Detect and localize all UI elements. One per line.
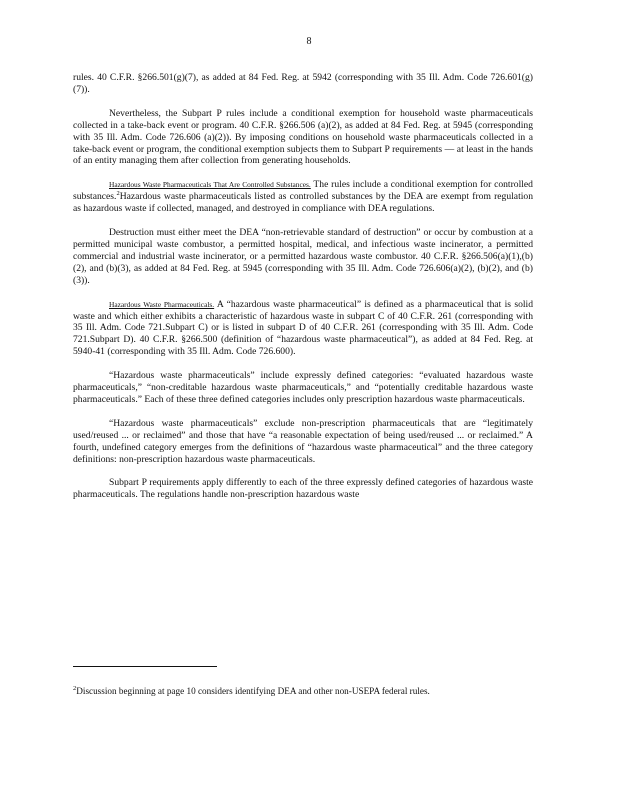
paragraph-continuation: rules. 40 C.F.R. §266.501(g)(7), as added at 84 Fed. Reg. at 5942 (corresponding with 35 Ill. Adm. Code 726.601(g)(7)).: [73, 72, 533, 95]
paragraph-exclusions: “Hazardous waste pharmaceuticals” exclude non-prescription pharmaceuticals that are “legitimately used/reused ... or reclaimed” and those that have “a reasonable expectation of being used/reused ... or reclaimed.” A fourth, undefined category emerges from the definitions of “hazardous waste pharmaceutical” and the three category definitions: non-prescription hazardous waste pharmaceuticals.: [73, 417, 533, 465]
paragraph-defined-categories: “Hazardous waste pharmaceuticals” include expressly defined categories: “evaluated hazardous waste pharmaceuticals,” “non-creditable hazardous waste pharmaceuticals,” and “potentially creditable hazardous waste pharmaceuticals.” Each of these three defined categories includes only prescription hazardous waste pharmaceuticals.: [73, 370, 533, 405]
footnote: [73, 686, 533, 698]
paragraph-text: A “hazardous waste pharmaceutical” is defined as a pharmaceutical that is solid waste and which either exhibits a characteristic of hazardous waste in subpart C of 40 C.F.R. 261 (corresponding with 35 Ill. Adm. Code 721.Subpart C) or is listed in subpart D of 40 C.F.R. 261 (corresponding with 35 Ill. Adm. Code 721.Subpart D). 40 C.F.R. §266.500 (definition of “hazardous waste pharmaceutical”), as added at 84 Fed. Reg. at 5940-41 (corresponding with 35 Ill. Adm. Code 726.600).: [73, 298, 533, 358]
footnote-reference: 2: [116, 190, 120, 198]
body-text: [73, 72, 533, 513]
paragraph-text: The rules include a conditional exemption for controlled substances.: [73, 179, 533, 203]
paragraph-take-back-exemption: Nevertheless, the Subpart P rules include a conditional exemption for household waste pharmaceuticals collected in a take-back event or program. 40 C.F.R. §266.506 (a)(2), as added at 84 Fed. Reg. at 5945 (corresponding with 35 Ill. Adm. Code 726.606 (a)(2)). By imposing conditions on household waste pharmaceuticals collected in a take-back event or program, the conditional exemption subjects them to Subpart P requirements — at least in the hands of an entity managing them after collection from generating households.: [73, 107, 533, 167]
paragraph-text: Hazardous waste pharmaceuticals listed as controlled substances by the DEA are exempt from regulation as hazardous waste if collected, managed, and destroyed in compliance with DEA regulations.: [73, 191, 533, 215]
paragraph-destruction: Destruction must either meet the DEA “non-retrievable standard of destruction” or occur by combustion at a permitted municipal waste combustor, a permitted hospital, medical, and infectious waste incinerator, a permitted commercial and industrial waste incinerator, or a permitted hazardous waste combustor. 40 C.F.R. §266.506(a)(1),(b)(2), and (b)(3), as added at 84 Fed. Reg. at 5945 (corresponding with 35 Ill. Adm. Code 726.606(a)(2), (b)(2), and (b)(3)).: [73, 227, 533, 286]
paragraph-hazardous-waste-pharmaceuticals: [73, 299, 533, 359]
section-heading-controlled-substances: Hazardous Waste Pharmaceuticals That Are Controlled Substances.: [109, 180, 311, 190]
paragraph-subpart-p-requirements: Subpart P requirements apply differently to each of the three expressly defined categories of hazardous waste pharmaceuticals. The regulations handle non-prescription hazardous waste: [73, 477, 533, 501]
section-heading-hazardous-waste-pharmaceuticals: Hazardous Waste Pharmaceuticals.: [109, 299, 215, 309]
footnote-mark: 2: [73, 684, 77, 692]
footnote-separator: [73, 666, 217, 667]
paragraph-controlled-substances: [73, 179, 533, 215]
footnote-text: Discussion beginning at page 10 considers identifying DEA and other non-USEPA federal rules.: [76, 686, 430, 696]
page-number: 8: [306, 36, 312, 47]
